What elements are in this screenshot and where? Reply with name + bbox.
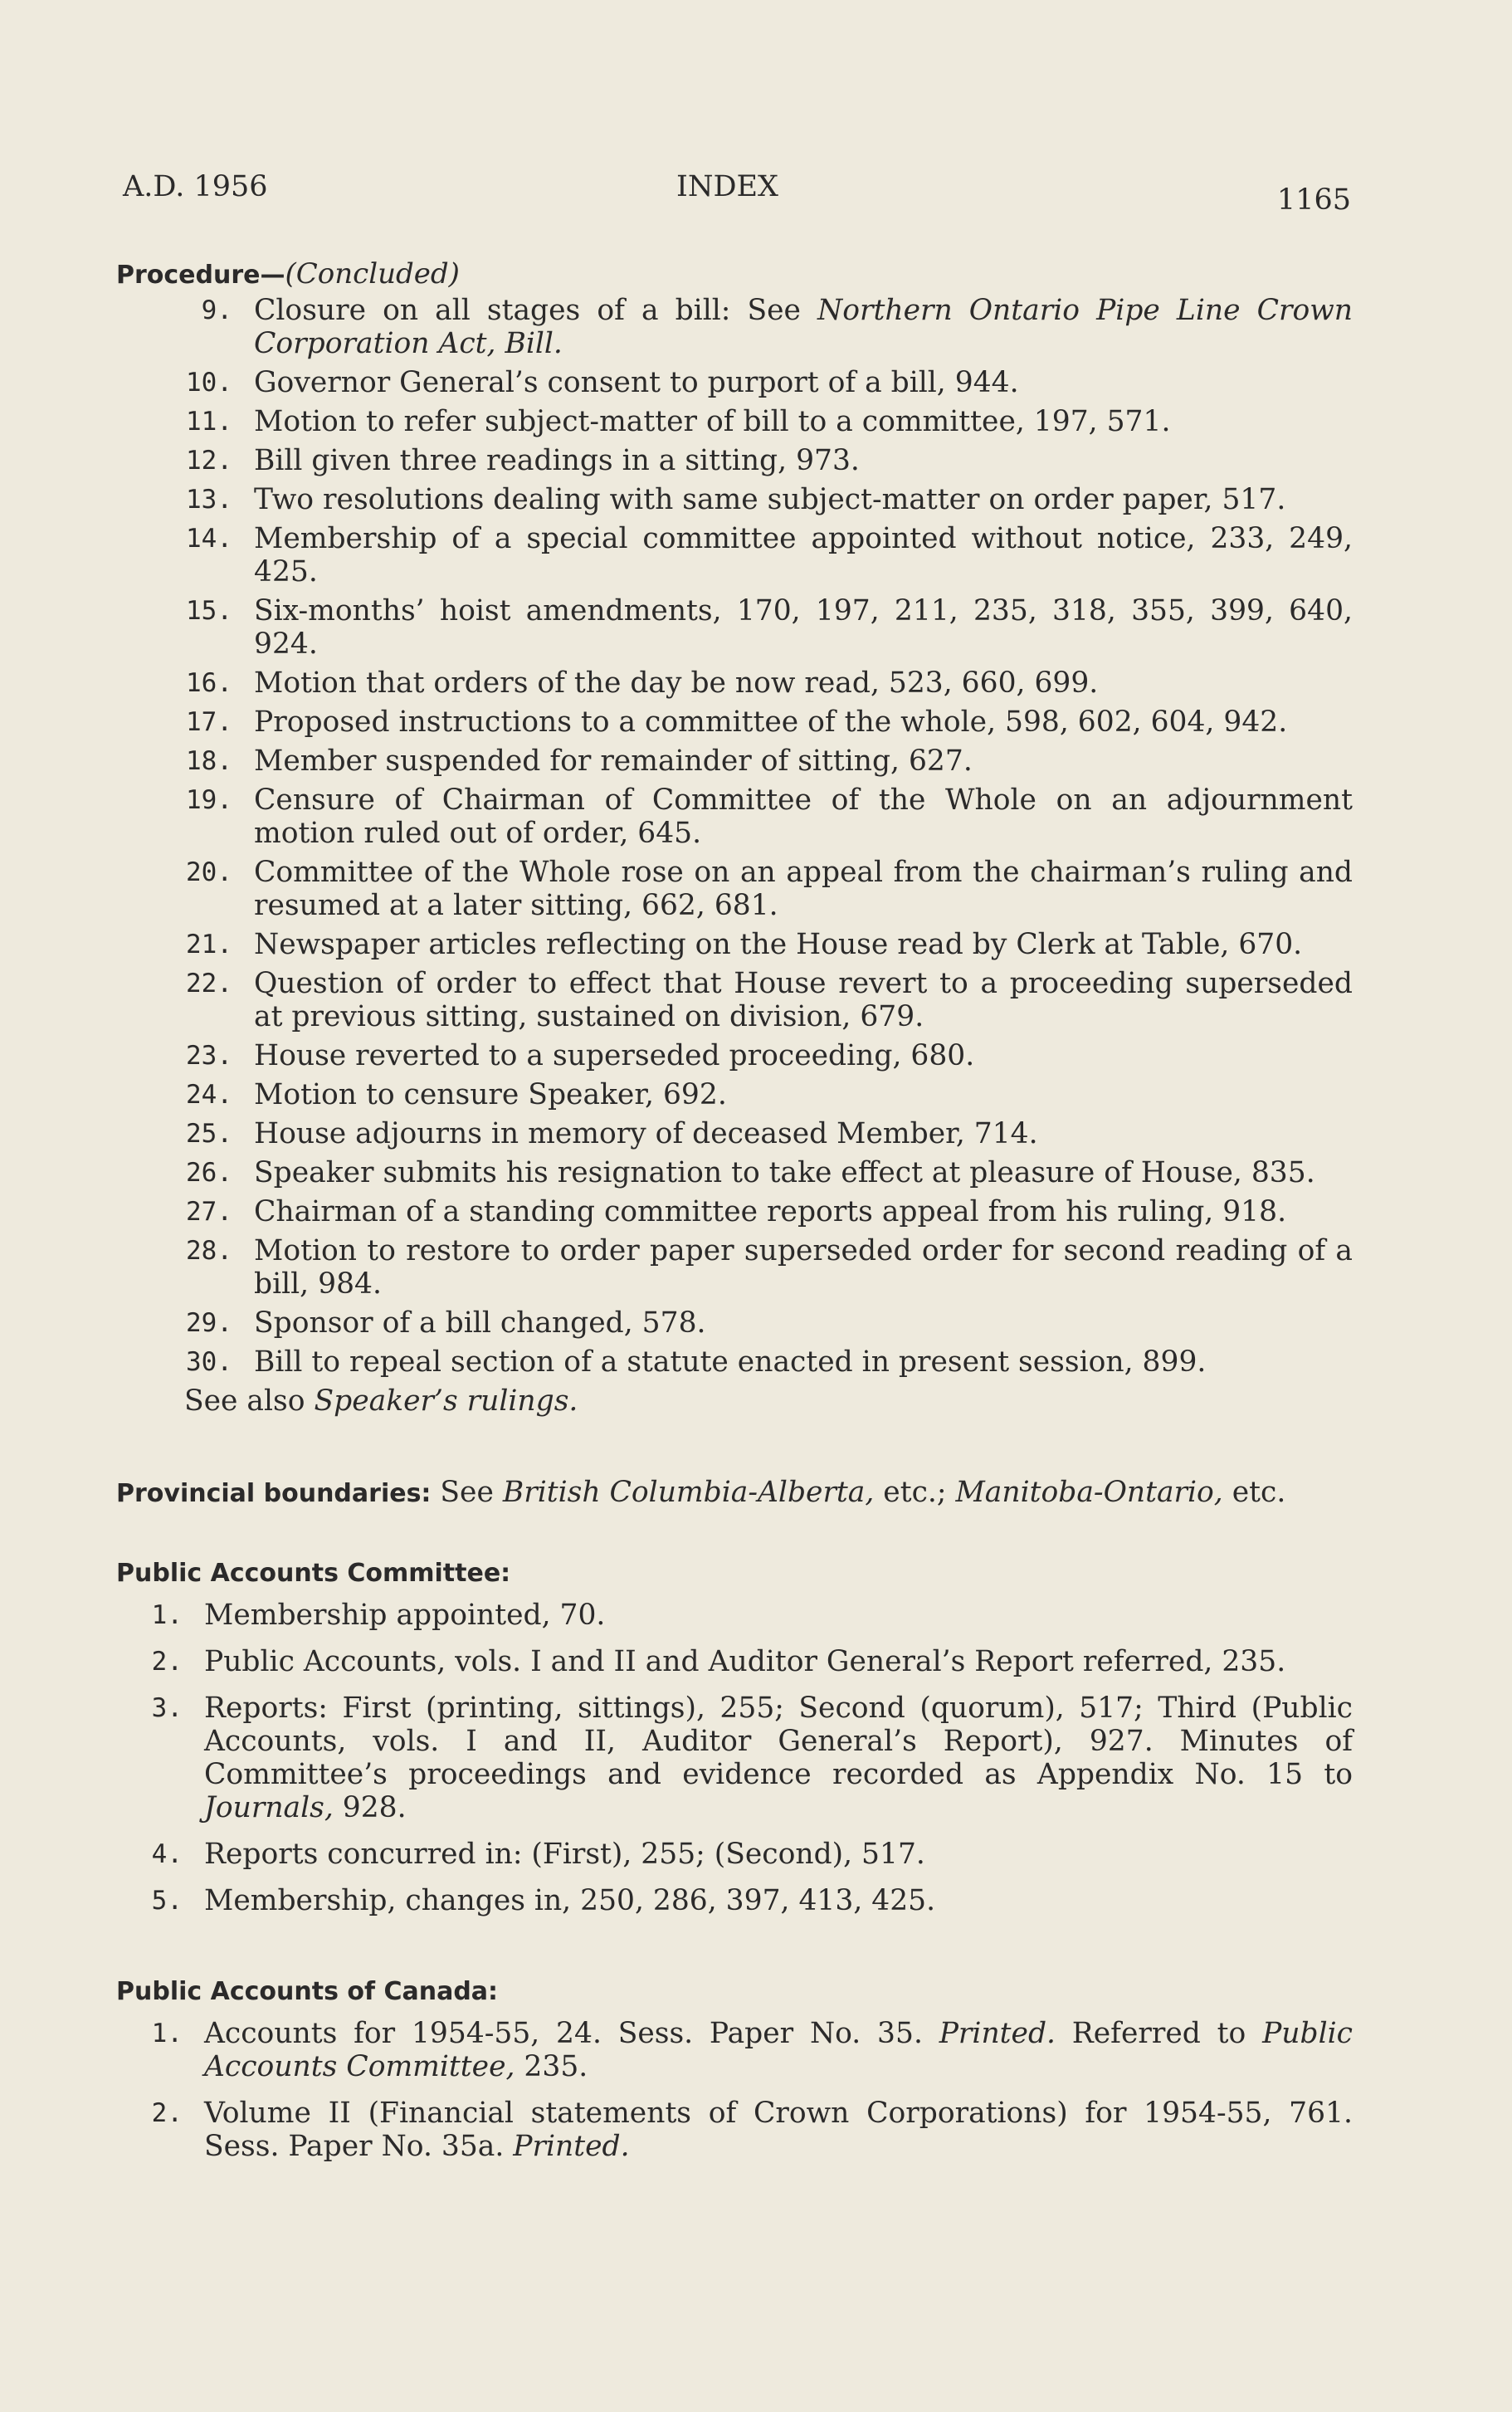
- entry-text: Governor General’s consent to purport of a bill, 944.: [254, 366, 1019, 399]
- entry-number: 26.: [186, 1158, 232, 1188]
- entry-text: Motion to restore to order paper superseded order for second reading of a bill, 984.: [254, 1234, 1353, 1301]
- entry-number: 11.: [186, 407, 232, 437]
- index-entry: [116, 294, 1353, 360]
- entry-text: Sponsor of a bill changed, 578.: [254, 1306, 706, 1340]
- index-entry: [116, 745, 1353, 778]
- index-entry: [116, 1645, 1353, 1678]
- index-content: [116, 256, 1353, 2176]
- see-also: [116, 1384, 1353, 1418]
- entry-text: Membership, changes in, 250, 286, 397, 413, 425.: [204, 1884, 936, 1917]
- index-entry: [116, 1345, 1353, 1379]
- index-entry: [116, 706, 1353, 739]
- entry-text: Six-months’ hoist amendments, 170, 197, 211, 235, 318, 355, 399, 640, 924.: [254, 594, 1353, 661]
- entry-text: Bill to repeal section of a statute enacted in present session, 899.: [254, 1345, 1207, 1379]
- index-entry: [116, 1234, 1353, 1301]
- entry-text: Proposed instructions to a committee of the whole, 598, 602, 604, 942.: [254, 706, 1288, 739]
- entry-number: 4.: [151, 1839, 183, 1869]
- public-accounts-committee-list: [116, 1599, 1353, 1917]
- entry-number: 20.: [186, 857, 232, 887]
- ref-british-columbia-alberta: British Columbia-Alberta,: [502, 1476, 875, 1509]
- see-also-reference: Speaker’s rulings.: [314, 1384, 578, 1418]
- procedure-list: [116, 294, 1353, 1379]
- entry-text: Motion to refer subject-matter of bill to a committee, 197, 571.: [254, 405, 1171, 438]
- entry-number: 2.: [151, 2098, 183, 2128]
- entry-text: Committee of the Whole rose on an appeal from the chairman’s ruling and resumed at a later sitting, 662, 681.: [254, 856, 1353, 922]
- index-entry: [116, 483, 1353, 516]
- index-entry: [116, 666, 1353, 700]
- public-accounts-canada-list: [116, 2017, 1353, 2163]
- entry-number: 1.: [151, 1600, 183, 1630]
- entry-number: 14.: [186, 524, 232, 554]
- procedure-section: [116, 256, 1353, 1418]
- entry-number: 12.: [186, 446, 232, 476]
- entry-text: Bill given three readings in a sitting, 973.: [254, 444, 860, 477]
- entry-number: 9.: [201, 295, 232, 325]
- entry-text: Volume II (Financial statements of Crown Corporations) for 1954-55, 761. Sess. Paper No. 35a. Printed.: [204, 2097, 1353, 2163]
- provincial-boundaries-title: Provincial boundaries:: [116, 1479, 432, 1508]
- header-year: A.D. 1956: [123, 170, 268, 203]
- entry-number: 29.: [186, 1308, 232, 1338]
- procedure-title: Procedure: [116, 261, 261, 290]
- index-entry: [116, 594, 1353, 661]
- entry-text: Newspaper articles reflecting on the House read by Clerk at Table, 670.: [254, 928, 1303, 961]
- entry-number: 27.: [186, 1197, 232, 1227]
- entry-number: 28.: [186, 1236, 232, 1266]
- entry-text: Censure of Chairman of Committee of the Whole on an adjournment motion ruled out of order, 645.: [254, 784, 1353, 850]
- entry-text: Public Accounts, vols. I and II and Auditor General’s Report referred, 235.: [204, 1645, 1286, 1678]
- entry-text: Accounts for 1954-55, 24. Sess. Paper No. 35. Printed. Referred to Public Accounts Committee, 235.: [204, 2017, 1353, 2083]
- index-entry: [116, 405, 1353, 438]
- provincial-boundaries-entry: Provincial boundaries: See British Columbia-Alberta, etc.; Manitoba-Ontario, etc.: [116, 1476, 1286, 1509]
- entry-text: Motion that orders of the day be now read, 523, 660, 699.: [254, 666, 1099, 700]
- entry-number: 21.: [186, 930, 232, 959]
- index-entry: [116, 2097, 1353, 2163]
- entry-text: Closure on all stages of a bill: See Northern Ontario Pipe Line Crown Corporation Act, Bill.: [254, 294, 1353, 360]
- entry-number: 22.: [186, 969, 232, 998]
- entry-text: Chairman of a standing committee reports appeal from his ruling, 918.: [254, 1195, 1287, 1228]
- index-entry: [116, 366, 1353, 399]
- index-entry: [116, 1195, 1353, 1228]
- index-entry: [116, 1039, 1353, 1072]
- index-entry: [116, 444, 1353, 477]
- index-entry: [116, 928, 1353, 961]
- entry-number: 15.: [186, 596, 232, 626]
- entry-number: 25.: [186, 1119, 232, 1149]
- index-entry: [116, 1838, 1353, 1871]
- entry-text: House adjourns in memory of deceased Member, 714.: [254, 1117, 1038, 1150]
- entry-number: 5.: [151, 1886, 183, 1916]
- entry-text: House reverted to a superseded proceeding, 680.: [254, 1039, 975, 1072]
- entry-text: Member suspended for remainder of sitting, 627.: [254, 745, 973, 778]
- index-entry: [116, 1117, 1353, 1150]
- index-entry: [116, 967, 1353, 1033]
- index-entry: [116, 1078, 1353, 1111]
- index-entry: [116, 522, 1353, 588]
- entry-number: 30.: [186, 1347, 232, 1377]
- index-entry: [116, 784, 1353, 850]
- entry-text: Reports concurred in: (First), 255; (Second), 517.: [204, 1838, 925, 1871]
- entry-number: 23.: [186, 1041, 232, 1071]
- entry-number: 17.: [186, 707, 232, 737]
- index-entry: [116, 1306, 1353, 1340]
- procedure-heading: Procedure—(Concluded): [116, 257, 460, 291]
- index-entry: [116, 1692, 1353, 1824]
- public-accounts-committee-heading: Public Accounts Committee:: [116, 1559, 511, 1588]
- entry-number: 18.: [186, 746, 232, 776]
- public-accounts-committee-section: [116, 1555, 1353, 1917]
- public-accounts-canada-section: [116, 1974, 1353, 2163]
- header-title: INDEX: [676, 170, 778, 203]
- entry-number: 16.: [186, 668, 232, 698]
- procedure-subtitle: (Concluded): [285, 257, 460, 291]
- index-entry: [116, 1156, 1353, 1189]
- entry-text: Membership appointed, 70.: [204, 1599, 606, 1632]
- entry-number: 1.: [151, 2019, 183, 2048]
- index-entry: [116, 2017, 1353, 2083]
- entry-number: 19.: [186, 785, 232, 815]
- entry-number: 2.: [151, 1647, 183, 1677]
- index-entry: [116, 1599, 1353, 1632]
- entry-text: Membership of a special committee appointed without notice, 233, 249, 425.: [254, 522, 1353, 588]
- index-entry: [116, 856, 1353, 922]
- page-number: 1165: [1276, 183, 1351, 217]
- entry-number: 13.: [186, 485, 232, 515]
- entry-text: Speaker submits his resignation to take effect at pleasure of House, 835.: [254, 1156, 1315, 1189]
- entry-text: Motion to censure Speaker, 692.: [254, 1078, 727, 1111]
- entry-number: 3.: [151, 1693, 183, 1723]
- entry-text: Reports: First (printing, sittings), 255; Second (quorum), 517; Third (Public Accounts, vols. I and II, Auditor General’s Report), 927. Minutes of Committee’s proceedings and evidence recorded as Appendix No. 15 to Journals, 928.: [204, 1692, 1353, 1824]
- running-head: [123, 170, 1351, 217]
- entry-text: Two resolutions dealing with same subject-matter on order paper, 517.: [254, 483, 1286, 516]
- index-entry: [116, 1884, 1353, 1917]
- entry-number: 10.: [186, 368, 232, 398]
- entry-text: Question of order to effect that House revert to a proceeding superseded at previous sitting, sustained on division, 679.: [254, 967, 1353, 1033]
- public-accounts-canada-heading: Public Accounts of Canada:: [116, 1977, 499, 2006]
- entry-number: 24.: [186, 1080, 232, 1110]
- ref-manitoba-ontario: Manitoba-Ontario,: [955, 1476, 1223, 1509]
- see-also-text: See also: [184, 1384, 315, 1418]
